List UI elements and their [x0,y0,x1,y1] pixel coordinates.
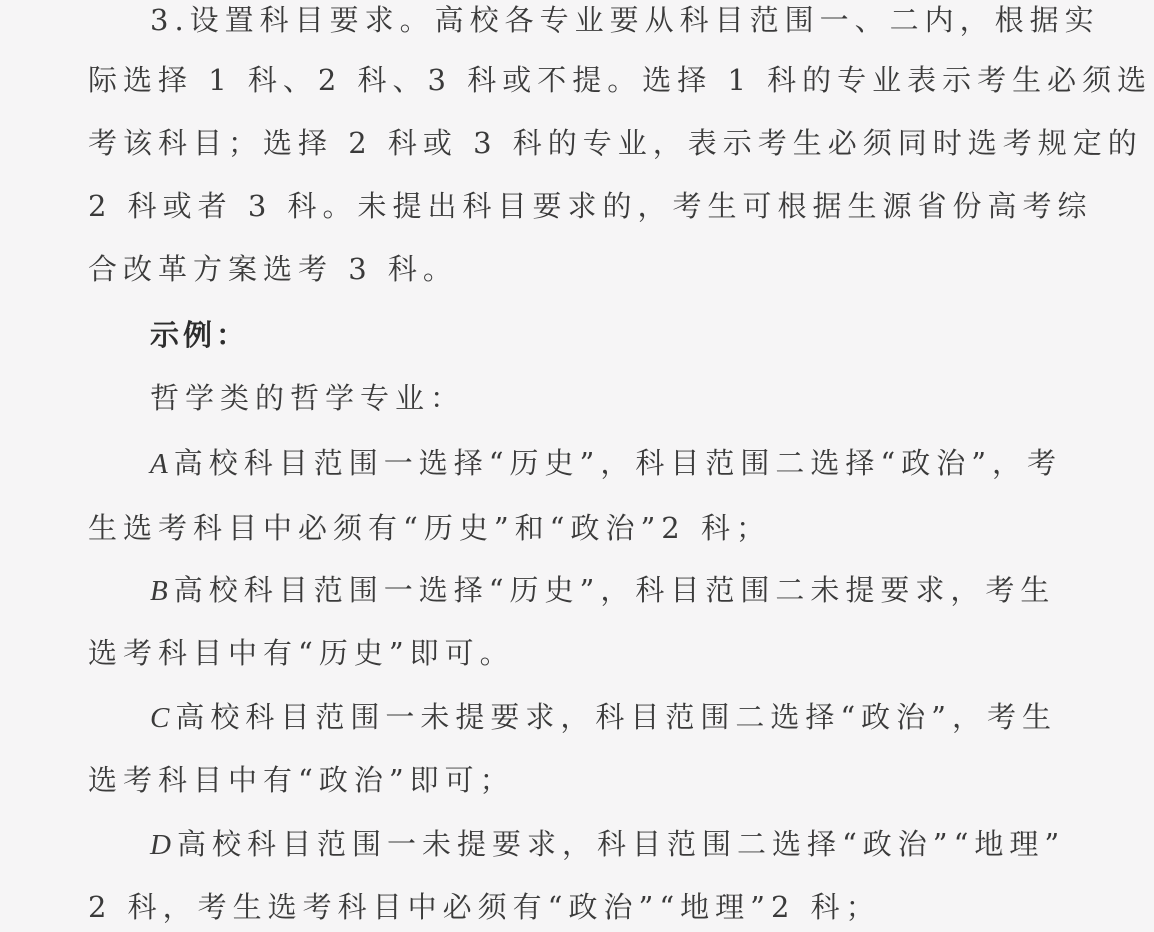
option-d-continuation: 2 科，考生选考科目中必须有“政治”“地理”2 科； [88,890,881,924]
option-letter: D [150,829,171,861]
example-subject: 哲学类的哲学专业： [150,381,466,415]
option-b-line [150,570,1055,610]
option-b-continuation: 选考科目中有“历史”即可。 [88,636,515,670]
paragraph-line: 3.设置科目要求。高校各专业要从科目范围一、二内，根据实 [150,3,1100,37]
paragraph-line: 合改革方案选考 3 科。 [88,252,458,286]
option-c-line [150,697,1057,737]
option-text: 高校科目范围一选择“历史”，科目范围二选择“政治”，考 [173,446,1063,480]
option-a-continuation: 生选考科目中必须有“历史”和“政治”2 科； [88,511,771,545]
paragraph-line: 考该科目；选择 2 科或 3 科的专业，表示考生必须同时选考规定的 [88,126,1143,160]
option-a-line [150,443,1062,483]
option-c-continuation: 选考科目中有“政治”即可； [88,763,515,797]
option-text: 高校科目范围一未提要求，科目范围二选择“政治”，考生 [175,700,1057,734]
paragraph-line: 2 科或者 3 科。未提出科目要求的，考生可根据生源省份高考综 [88,189,1093,223]
paragraph-line: 际选择 1 科、2 科、3 科或不提。选择 1 科的专业表示考生必须选 [88,63,1153,97]
option-text: 高校科目范围一未提要求，科目范围二选择“政治”“地理” [176,827,1066,861]
example-heading: 示例： [150,318,250,352]
option-letter: A [150,448,168,480]
option-d-line [150,824,1065,864]
option-text: 高校科目范围一选择“历史”，科目范围二未提要求，考生 [173,573,1056,607]
option-letter: B [150,575,168,607]
option-letter: C [150,702,170,734]
